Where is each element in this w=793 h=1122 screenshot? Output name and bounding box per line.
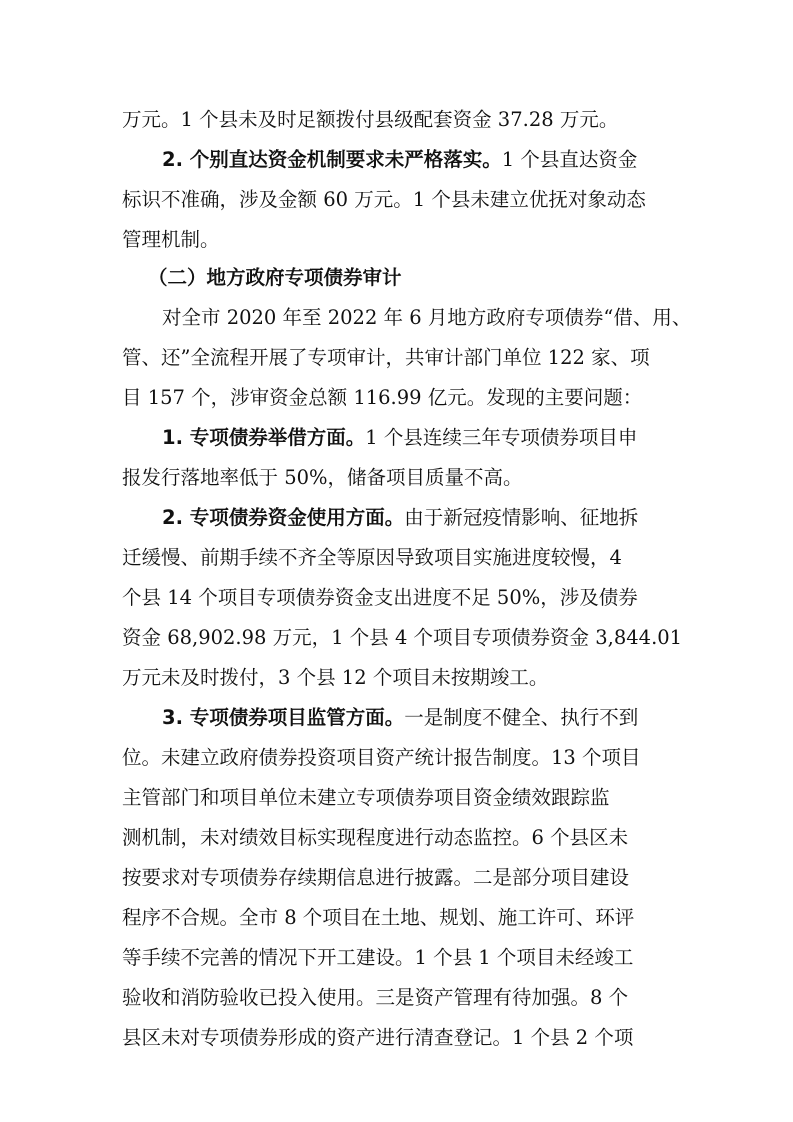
text-run: 管、还”全流程开展了专项审计，共审计部门单位 122 家、项	[122, 346, 650, 369]
text-run: 由于新冠疫情影响、征地拆	[404, 506, 639, 529]
text-run: 资金 68,902.98 万元，1 个县 4 个项目专项债券资金 3,844.01	[122, 626, 683, 649]
text-run: 位。未建立政府债券投资项目资产统计报告制度。13 个项目	[122, 746, 641, 769]
section-lead: 1. 专项债券举借方面。	[162, 426, 366, 449]
section-lead: 2. 个别直达资金机制要求未严格落实。	[162, 148, 502, 171]
text-run: 主管部门和项目单位未建立专项债券项目资金绩效跟踪监	[122, 786, 610, 809]
text-line	[0, 898, 793, 938]
text-line	[0, 1018, 793, 1058]
text-run: 目 157 个，涉审资金总额 116.99 亿元。发现的主要问题：	[122, 386, 643, 409]
text-line	[0, 858, 793, 898]
section-lead: 2. 专项债券资金使用方面。	[162, 506, 405, 529]
text-run: 1 个县直达资金	[501, 148, 638, 171]
text-line	[0, 578, 793, 618]
heading-text: （二）地方政府专项债券审计	[148, 266, 402, 289]
text-run: 对全市 2020 年至 2022 年 6 月地方政府专项债券“借、用、	[162, 306, 692, 329]
text-run: 个县 14 个项目专项债券资金支出进度不足 50%，涉及债券	[122, 586, 638, 609]
text-line	[0, 498, 793, 538]
text-line	[0, 658, 793, 698]
text-run: 标识不准确，涉及金额 60 万元。1 个县未建立优抚对象动态	[122, 188, 646, 211]
text-run: 1 个县连续三年专项债券项目申	[365, 426, 638, 449]
text-line	[0, 140, 793, 180]
text-line	[0, 220, 793, 260]
text-line	[0, 338, 793, 378]
section-heading	[0, 258, 793, 298]
text-line	[0, 298, 793, 338]
text-run: 管理机制。	[122, 228, 220, 251]
text-line	[0, 180, 793, 220]
section-lead: 3. 专项债券项目监管方面。	[162, 706, 405, 729]
text-run: 验收和消防验收已投入使用。三是资产管理有待加强。8 个	[122, 986, 629, 1009]
text-line	[0, 778, 793, 818]
text-run: 万元。1 个县未及时足额拨付县级配套资金 37.28 万元。	[122, 108, 619, 131]
text-line	[0, 618, 793, 658]
text-run: 一是制度不健全、执行不到	[404, 706, 639, 729]
text-run: 迁缓慢、前期手续不齐全等原因导致项目实施进度较慢，4	[122, 546, 622, 569]
text-line	[0, 458, 793, 498]
text-line	[0, 818, 793, 858]
text-line	[0, 418, 793, 458]
text-line	[0, 698, 793, 738]
text-line	[0, 538, 793, 578]
text-run: 万元未及时拨付，3 个县 12 个项目未按期竣工。	[122, 666, 549, 689]
text-line	[0, 978, 793, 1018]
text-run: 报发行落地率低于 50%，储备项目质量不高。	[122, 466, 523, 489]
text-line	[0, 378, 793, 418]
text-run: 县区未对专项债券形成的资产进行清查登记。1 个县 2 个项	[122, 1026, 634, 1049]
text-line	[0, 938, 793, 978]
text-line	[0, 100, 793, 140]
text-run: 等手续不完善的情况下开工建设。1 个县 1 个项目未经竣工	[122, 946, 634, 969]
text-line	[0, 738, 793, 778]
text-run: 测机制，未对绩效目标实现程度进行动态监控。6 个县区未	[122, 826, 629, 849]
text-run: 程序不合规。全市 8 个项目在土地、规划、施工许可、环评	[122, 906, 635, 929]
text-run: 按要求对专项债券存续期信息进行披露。二是部分项目建设	[122, 866, 630, 889]
